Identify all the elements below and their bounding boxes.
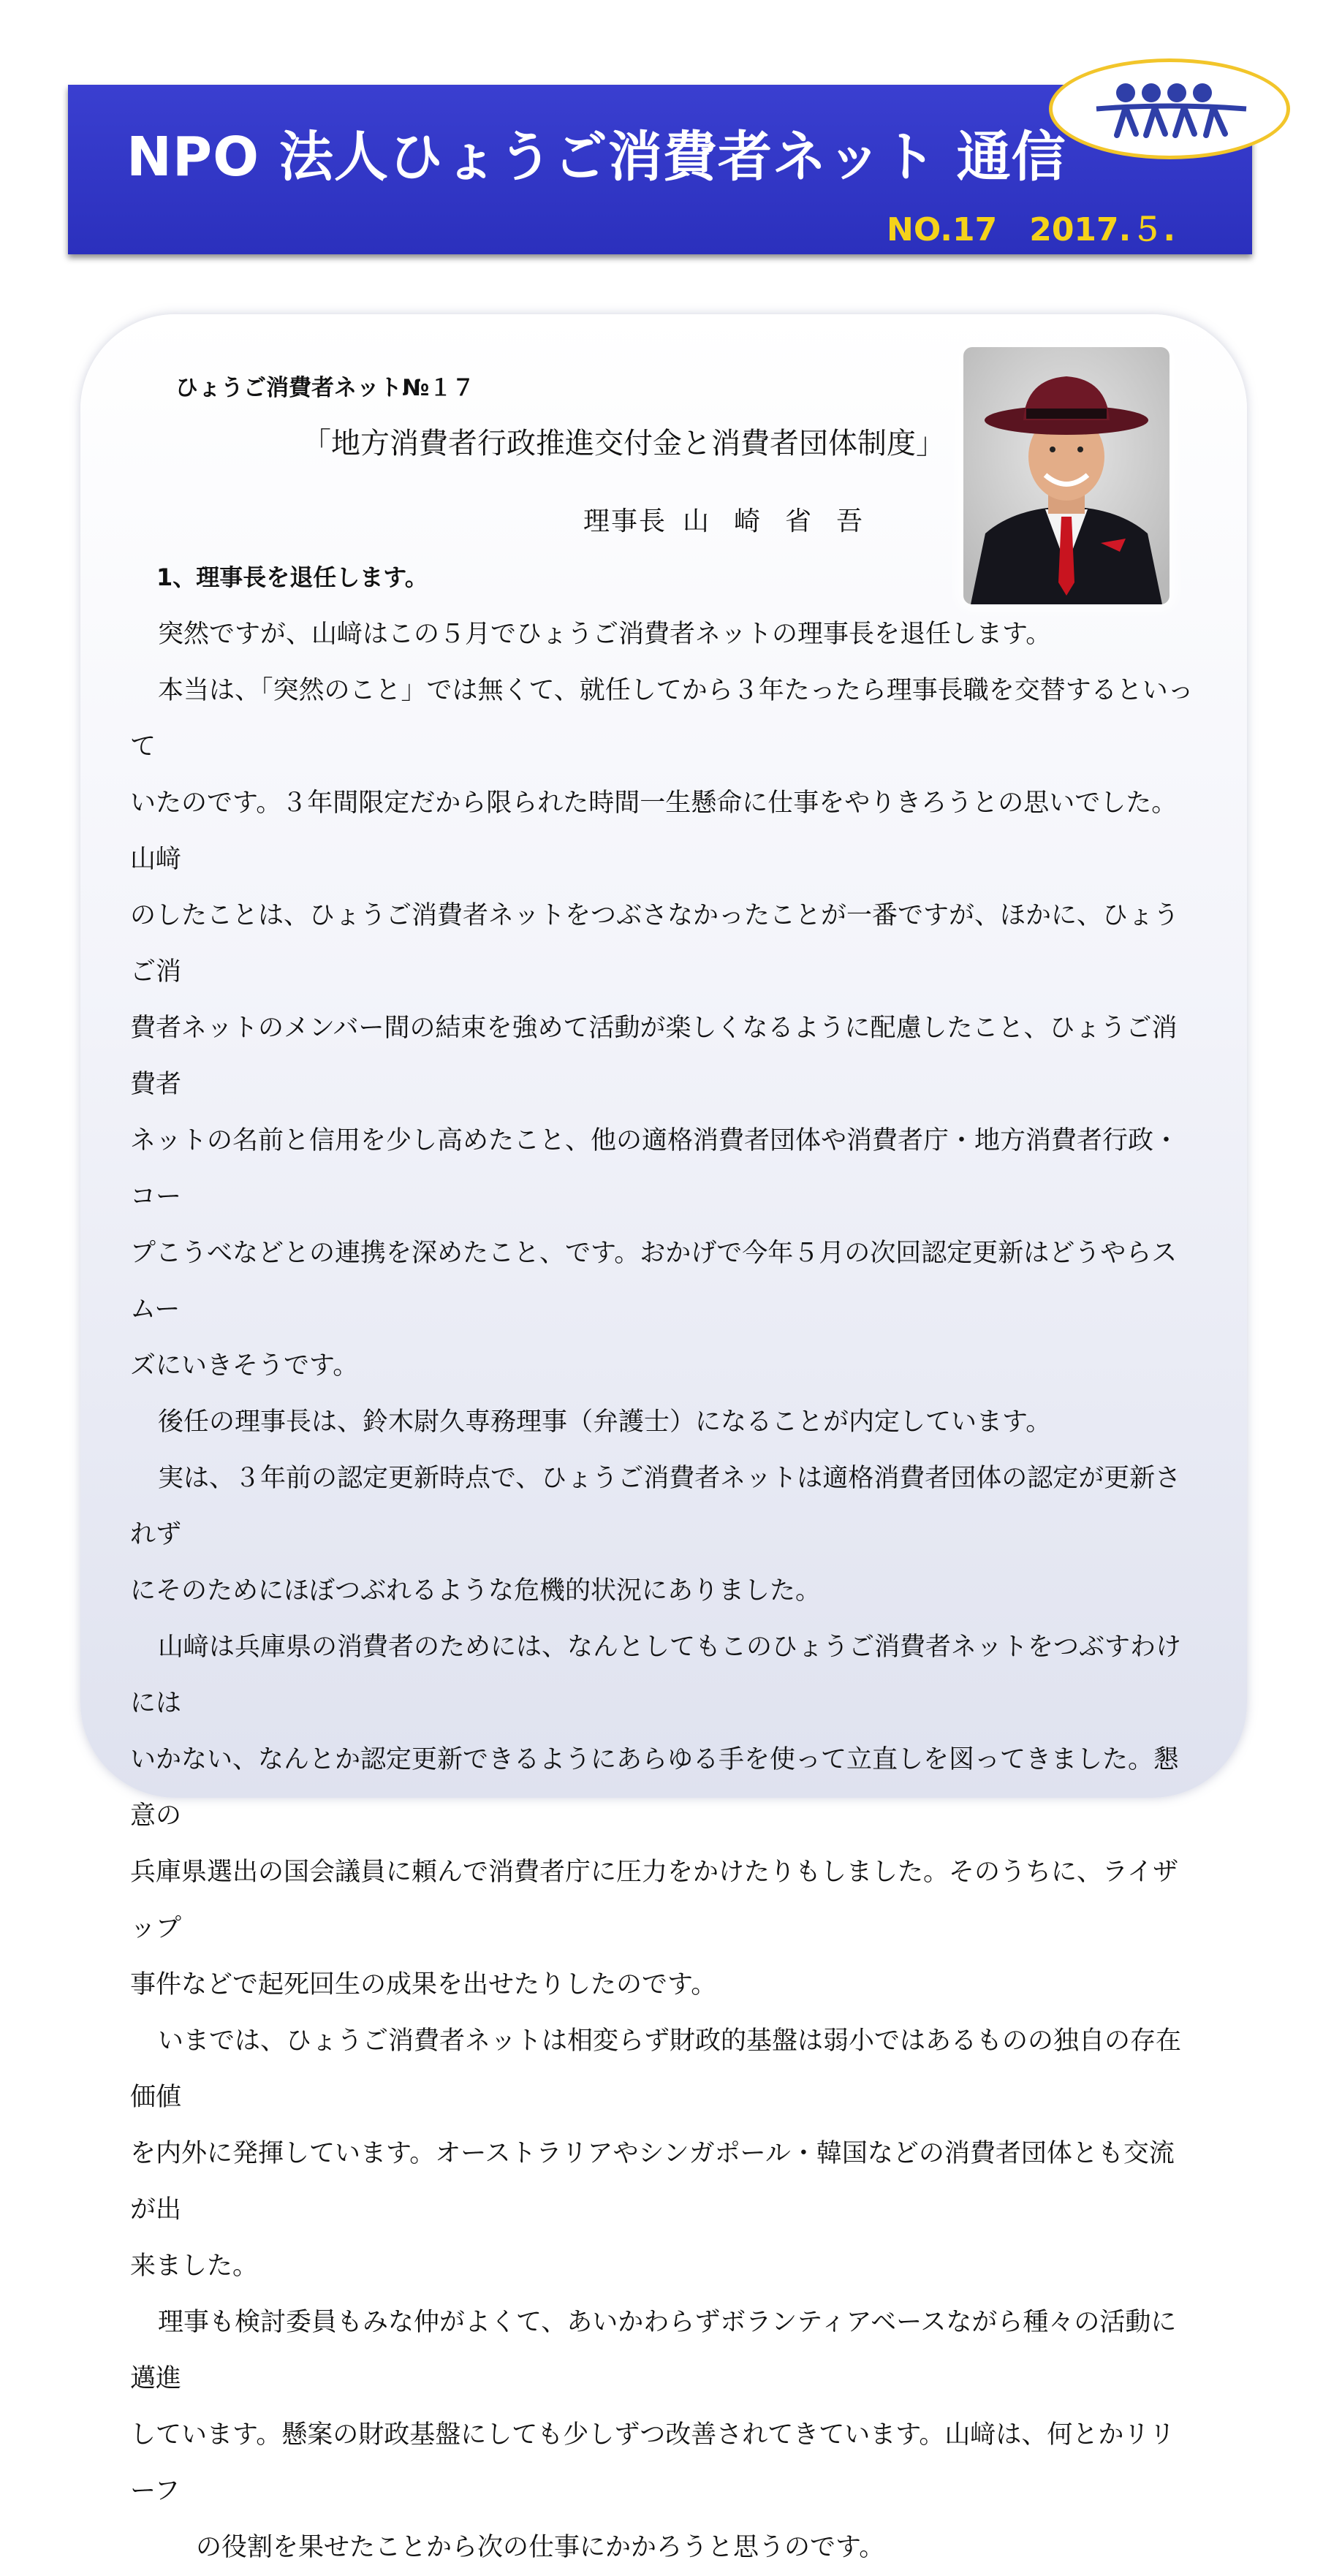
people-logo-icon — [1053, 62, 1286, 156]
author-role: 理事長 — [583, 506, 667, 536]
body-paragraph: いまでは、ひょうご消費者ネットは相変らず財政的基盤は弱小ではあるものの独自の存在価値 を内外に発揮しています。オーストラリアやシンガポール・韓国などの消費者団体とも交流が出 来ました。 — [130, 2026, 1182, 2281]
body-paragraph: 山﨑は兵庫県の消費者のためには、なんとしてもこのひょうご消費者ネットをつぶすわけには いかない、なんとか認定更新できるようにあらゆる手を使って立直しを図ってきました。懇意の 兵庫県選出の国会議員に頼んで消費者庁に圧力をかけたりもしました。そのうちに、ライザップ 事件などで起死回生の成果を出せたりしたのです。 — [130, 1633, 1182, 1999]
body-paragraph: 突然ですが、山﨑はこの５月でひょうご消費者ネットの理事長を退任します。 — [158, 620, 1052, 649]
author-name: 山崎省吾 — [683, 506, 888, 536]
body-paragraph: 理事も検討委員もみな仲がよくて、あいかわらずボランティアベースながら種々の活動に邁進 しています。懸案の財政基盤にしても少しずつ改善されてきています。山﨑は、何とかリリーフ — [130, 2308, 1177, 2506]
chairman-portrait — [963, 347, 1170, 604]
body-paragraph: 実は、３年前の認定更新時点で、ひょうご消費者ネットは適格消費者団体の認定が更新されず にそのためにほぼつぶれるような危機的状況にありました。 — [130, 1464, 1181, 1606]
article-title: 「地方消費者行政推進交付金と消費者団体制度」 — [302, 427, 945, 460]
article-kicker: ひょうご消費者ネット№１７ — [175, 375, 475, 401]
organization-logo — [1049, 58, 1290, 159]
body-paragraph: 後任の理事長は、鈴木尉久専務理事（弁護士）になることが内定しています。 — [158, 1407, 1052, 1437]
newsletter-title: NPO 法人ひょうご消費者ネット 通信 — [126, 126, 1066, 189]
body-paragraph-final-line: の役割を果せたことから次の仕事にかかろうと思うのです。 — [196, 2533, 885, 2562]
issue-number-date: NO.17 2017.５. — [887, 211, 1176, 248]
article-body — [130, 607, 1197, 2576]
section-heading: 1、理事長を退任します。 — [156, 563, 428, 591]
author-line — [583, 501, 887, 538]
body-paragraph: 本当は、「突然のこと」では無くて、就任してから３年たったら理事長職を交替するといって いたのです。３年間限定だから限られた時間一生懸命に仕事をやりきろうとの思いでした。山﨑 のしたことは、ひょうご消費者ネットをつぶさなかったことが一番ですが、ほかに、ひょうご消 費者ネットのメンバー間の結束を強めて活動が楽しくなるように配慮したこと、ひょうご消費者 ネットの名前と信用を少し高めたこと、他の適格消費者団体や消費者庁・地方消費者行政・コー プこうべなどとの連携を深めたこと、です。おかげで今年５月の次回認定更新はどうやらスムー ズにいきそうです。 — [130, 676, 1194, 1380]
